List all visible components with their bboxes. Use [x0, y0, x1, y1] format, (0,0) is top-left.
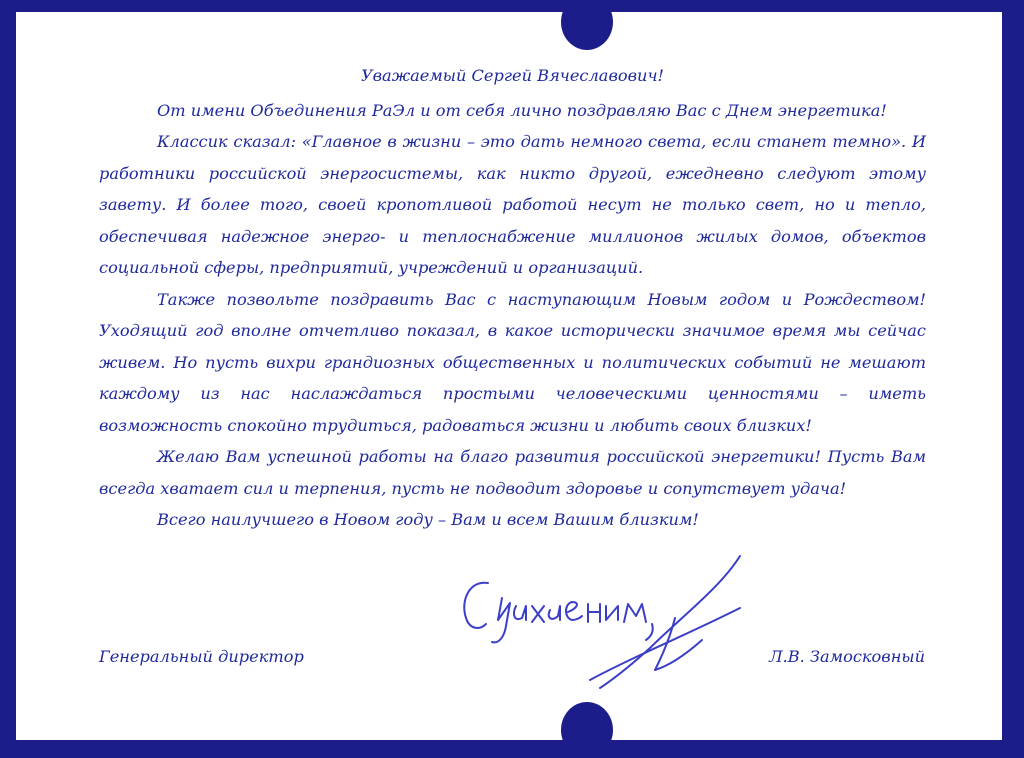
top-notch [561, 0, 613, 50]
letter-body [99, 60, 926, 536]
bottom-notch [561, 702, 613, 758]
signatory-name: Л.В. Замосковный [769, 647, 925, 666]
handwritten-signature [440, 548, 760, 698]
paragraph-1: От имени Объединения РаЭл и от себя лично поздравляю Вас с Днем энергетика! [157, 100, 887, 120]
signatory-position: Генеральный директор [99, 647, 304, 666]
paragraph-2: Классик сказал: «Главное в жизни – это дать немного света, если станет темно». И работники российской энергосистемы, как никто другой, ежедневно следуют этому завету. И более того, своей кропотливой работой несут не только свет, но и тепло, обеспечивая надежное энерго- и теплоснабжение миллионов жилых домов, объектов социальной сферы, предприятий, учреждений и организаций. [99, 132, 926, 277]
paragraph-3: Также позвольте поздравить Вас с наступающим Новым годом и Рождеством! Уходящий год вполне отчетливо показал, в какое исторически значимое время мы сейчас живем. Но пусть вихри грандиозных общественных и политических событий не мешают каждому из нас наслаждаться простыми человеческими ценностями – иметь возможность спокойно трудиться, радоваться жизни и любить своих близких! [99, 289, 926, 435]
paragraph-5: Всего наилучшего в Новом году – Вам и всем Вашим близким! [157, 510, 699, 529]
greeting: Уважаемый Сергей Вячеславович! [360, 66, 665, 85]
paragraph-4: Желаю Вам успешной работы на благо развития российской энергетики! Пусть Вам всегда хватает сил и терпения, пусть не подводит здоровье и сопутствует удача! [99, 447, 926, 498]
